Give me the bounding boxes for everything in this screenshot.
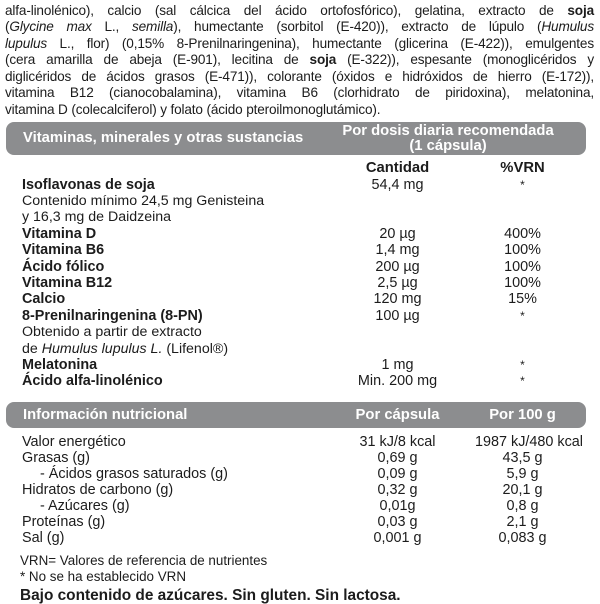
vitamin-row	[0, 177, 600, 193]
nutrition-per-capsule: 0,01g	[379, 498, 416, 515]
vitamin-subnote-text	[0, 324, 320, 340]
vitamin-amount: 1 mg	[381, 357, 414, 374]
nutrition-label: - Azúcares (g)	[40, 498, 130, 515]
text-segment: vitamina B12 (cianocobalamina), vitamina B6 (clorhidrato de piridoxina), melatonina,	[5, 85, 594, 101]
text-segment: Obtenido a partir de extracto	[22, 324, 202, 341]
text-segment: Contenido mínimo 24,5 mg Genisteina	[22, 192, 265, 209]
nutrition-per-100g: 5,9 g	[506, 466, 539, 483]
vitamin-row	[0, 373, 600, 389]
vitamin-subnote-text	[0, 193, 320, 209]
column-header-per-100g: Por 100 g	[489, 406, 556, 423]
text-segment: L.,	[91, 19, 132, 35]
text-segment: semilla	[131, 19, 174, 35]
column-header-vrn: %VRN	[500, 160, 545, 177]
text-segment: soja	[567, 3, 594, 18]
text-segment: soja	[309, 52, 337, 68]
vitamin-name: Vitamina B6	[22, 242, 105, 259]
text-segment: (E-322)), espesante (monoglicéridos y	[336, 52, 595, 68]
nutrition-row	[0, 482, 600, 498]
footnote-asterisk: * No se ha establecido VRN	[20, 569, 186, 585]
vitamin-name: Ácido alfa-linolénico	[22, 373, 163, 390]
vitamin-row	[0, 291, 600, 307]
nutrition-per-capsule: 0,69 g	[377, 449, 418, 466]
vitamin-subnote-text	[0, 341, 320, 357]
vitamin-vrn-percent: *	[520, 177, 525, 192]
nutrition-row	[0, 530, 600, 546]
nutrition-table-body	[0, 434, 600, 547]
text-segment: y 16,3 mg de Daidzeina	[22, 209, 172, 226]
ingredients-line	[5, 36, 594, 52]
vitamins-table-title: Vitaminas, minerales y otras sustancias	[23, 130, 304, 147]
vitamin-row	[0, 357, 600, 373]
vitamin-row	[0, 308, 600, 324]
vitamin-vrn-percent: 400%	[504, 225, 541, 242]
ingredients-line	[5, 3, 594, 19]
vitamin-vrn-percent: *	[520, 374, 525, 389]
ingredients-line	[5, 102, 594, 118]
nutrition-per-100g: 20,1 g	[502, 482, 543, 499]
vitamin-vrn-percent: *	[520, 358, 525, 373]
nutrition-label: Valor energético	[22, 433, 126, 450]
nutrition-table-title: Información nutricional	[23, 406, 188, 423]
nutrition-per-capsule: 0,03 g	[377, 514, 418, 531]
column-header-per-capsule: Por cápsula	[355, 406, 440, 423]
vitamin-row	[0, 242, 600, 258]
text-segment: (cera amarilla de abeja (E-901), lecitina de	[5, 52, 310, 68]
text-segment: (	[5, 19, 10, 35]
nutrition-row	[0, 434, 600, 450]
vitamin-subnote	[0, 324, 600, 340]
vitamin-vrn-percent: 100%	[504, 258, 541, 275]
vitamin-name: 8-Prenilnaringenina (8-PN)	[22, 307, 203, 324]
nutrition-per-capsule: 0,09 g	[377, 466, 418, 483]
nutrition-per-capsule: 31 kJ/8 kcal	[359, 433, 436, 450]
vitamins-table-header-bar	[6, 122, 586, 155]
nutrition-label: Grasas (g)	[22, 449, 90, 466]
footnote-vrn-definition: VRN= Valores de referencia de nutrientes	[20, 552, 268, 568]
text-segment: lupulus	[5, 35, 48, 51]
text-segment: ), humectante (sorbitol (E-420)), extracto de lúpulo (	[173, 19, 542, 35]
vitamin-name: Calcio	[22, 291, 66, 308]
vitamins-table-dose-header	[318, 124, 578, 155]
nutrition-label: Proteínas (g)	[22, 514, 106, 531]
vitamin-name: Isoflavonas de soja	[22, 176, 155, 193]
nutrition-label: - Ácidos grasos saturados (g)	[40, 466, 228, 483]
claims-line: Bajo contenido de azúcares. Sin gluten. Sin lactosa.	[20, 587, 401, 604]
nutrition-row	[0, 450, 600, 466]
nutrition-per-100g: 2,1 g	[506, 514, 539, 531]
text-segment: de	[22, 340, 42, 357]
ingredients-line	[5, 52, 594, 68]
text-segment: alfa-linolénico), calcio (sal cálcica del ácido ortofosfórico), gelatina, extracto de	[5, 3, 568, 18]
vitamin-amount: Min. 200 mg	[357, 373, 438, 390]
nutrition-row	[0, 498, 600, 514]
vitamin-amount: 2,5 µg	[377, 275, 418, 291]
vitamin-amount: 1,4 mg	[375, 242, 420, 259]
column-header-cantidad: Cantidad	[365, 160, 430, 177]
vitamin-subnote	[0, 209, 600, 225]
text-segment: Humulus lupulus L.	[41, 340, 163, 357]
vitamin-name: Ácido fólico	[22, 258, 105, 275]
vitamins-column-headers	[0, 160, 600, 176]
vitamin-subnote	[0, 341, 600, 357]
nutrition-row	[0, 466, 600, 482]
vitamin-row	[0, 259, 600, 275]
ingredients-line	[5, 19, 594, 35]
vitamin-subnote-text	[0, 209, 320, 225]
vitamins-table-body	[0, 177, 600, 390]
vitamin-vrn-percent: *	[520, 308, 525, 323]
vitamin-amount: 20 µg	[379, 225, 416, 242]
ingredients-line	[5, 69, 594, 85]
column-header-spacer	[0, 160, 320, 176]
nutrition-per-100g: 0,8 g	[506, 498, 539, 515]
vitamin-name: Melatonina	[22, 357, 98, 374]
nutrition-per-100g: 0,083 g	[498, 530, 547, 547]
nutrition-table-header-bar	[6, 402, 586, 428]
vitamin-row	[0, 275, 600, 291]
vitamin-row	[0, 226, 600, 242]
footnotes	[0, 553, 600, 587]
text-segment: vitamina D (colecalciferol) y folato (ácido pteroilmonoglutámico).	[5, 101, 381, 117]
ingredients-paragraph	[0, 0, 600, 118]
nutrition-row	[0, 514, 600, 530]
dose-header-line2: (1 cápsula)	[409, 137, 487, 154]
text-segment: Glycine max	[9, 19, 92, 35]
vitamin-name: Vitamina B12	[22, 275, 113, 291]
nutrition-per-100g: 43,5 g	[502, 449, 543, 466]
vitamin-amount: 54,4 mg	[371, 176, 424, 193]
nutrition-per-capsule: 0,32 g	[377, 482, 418, 499]
vitamin-name: Vitamina D	[22, 225, 97, 242]
ingredients-line	[5, 85, 594, 101]
text-segment: diglicéridos de ácidos grasos (E-471)), colorante (óxidos e hidróxidos de hierro (E-172)),	[5, 68, 594, 84]
nutrition-per-100g: 1987 kJ/480 kcal	[475, 433, 584, 450]
vitamin-vrn-percent: 100%	[504, 242, 541, 259]
dose-header-line1: Por dosis diaria recomendada	[342, 122, 554, 139]
vitamin-vrn-percent: 15%	[508, 291, 537, 308]
nutrition-per-capsule: 0,001 g	[373, 530, 422, 547]
nutrition-label: Sal (g)	[22, 530, 65, 547]
vitamin-vrn-percent: 100%	[504, 275, 541, 291]
nutrition-label: Hidratos de carbono (g)	[22, 482, 174, 499]
vitamin-subnote	[0, 193, 600, 209]
text-segment: L., flor) (0,15% 8-Prenilnaringenina), humectante (glicerina (E-422)), emulgentes	[47, 35, 594, 51]
vitamin-amount: 120 mg	[373, 291, 422, 308]
vitamin-amount: 200 µg	[375, 258, 420, 275]
text-segment: (Lifenol®)	[162, 340, 229, 357]
vitamin-amount: 100 µg	[375, 307, 420, 324]
text-segment: Humulus	[541, 19, 594, 35]
